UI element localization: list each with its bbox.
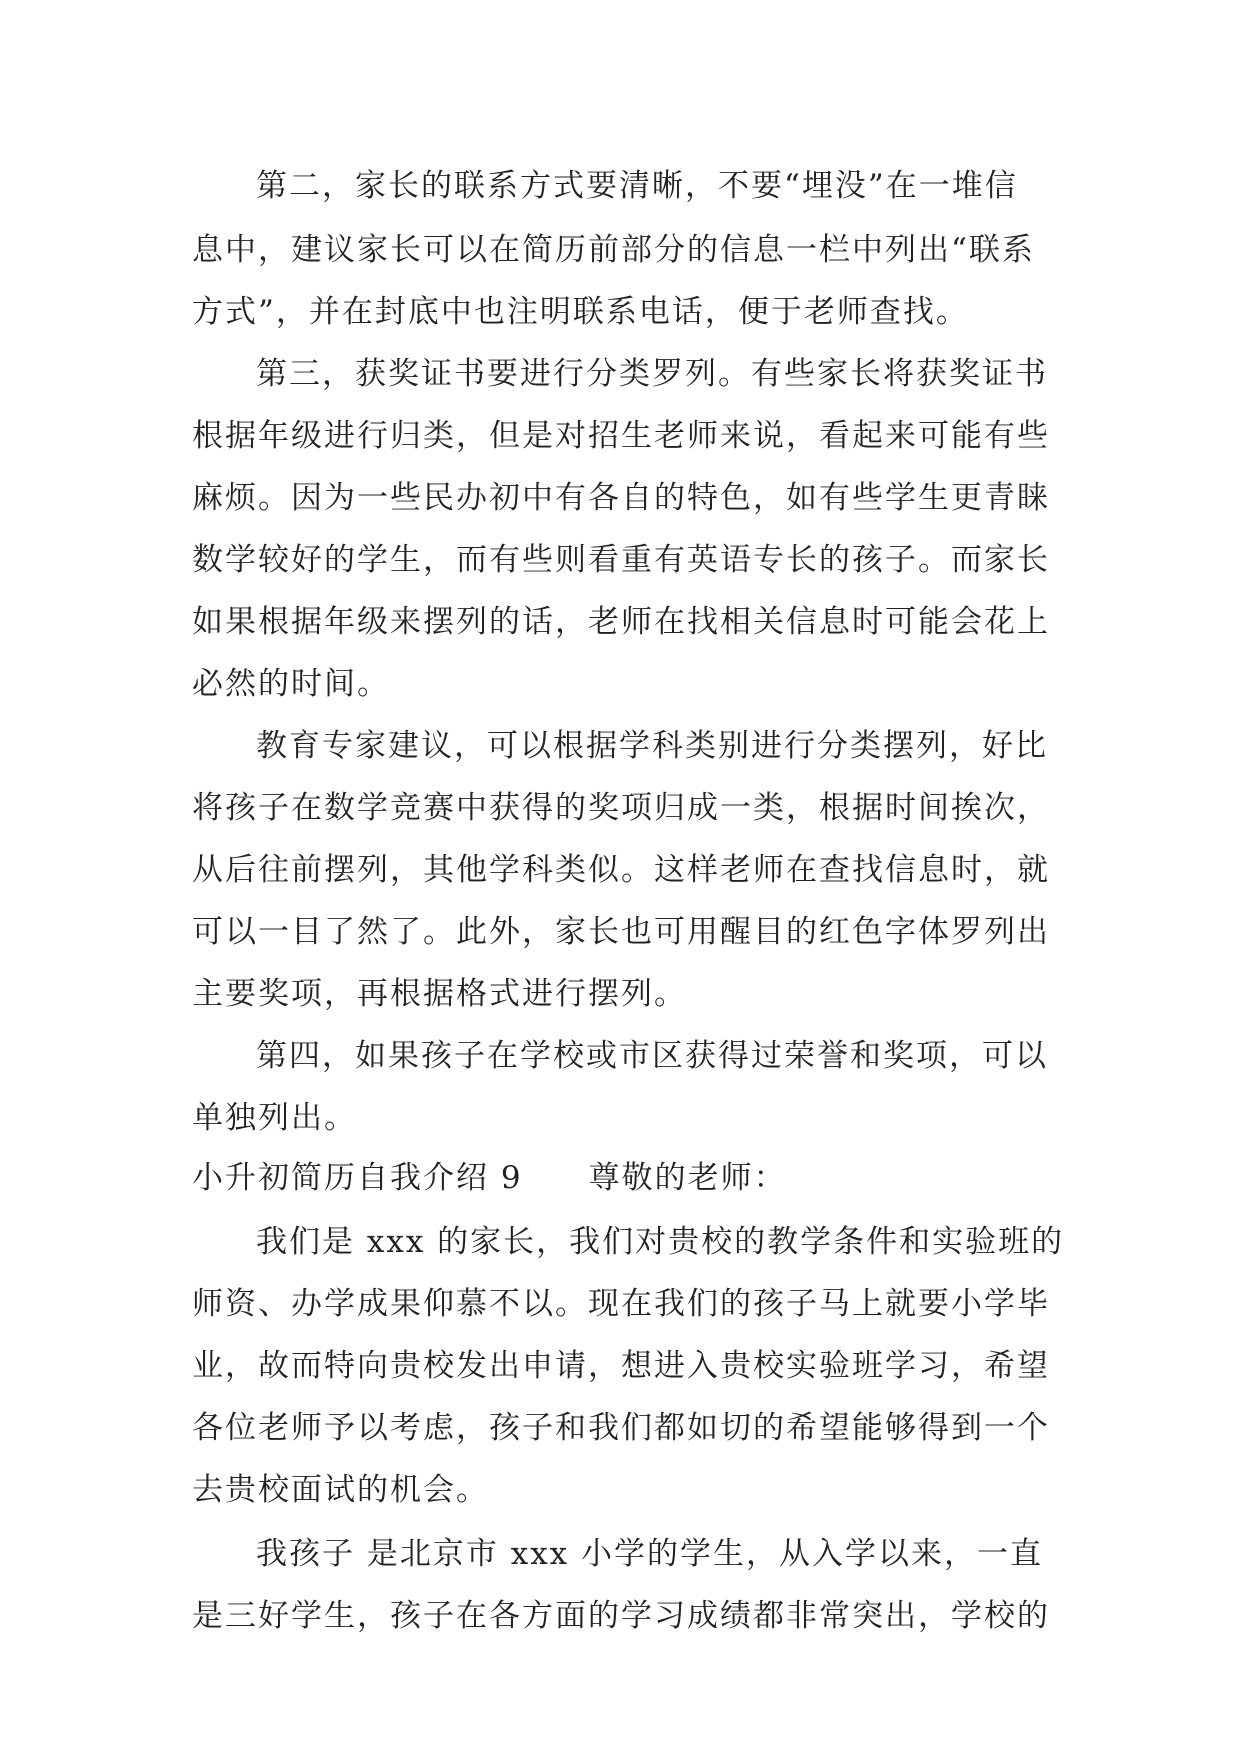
text-line: 如果根据年级来摆列的话，老师在找相关信息时可能会花上 — [192, 604, 1050, 640]
text-line: 各位老师予以考虑，孩子和我们都如切的希望能够得到一个 — [192, 1410, 1050, 1446]
section-heading: 小升初简历自我介绍 9 尊敬的老师： — [192, 1160, 787, 1196]
text-line: 方式”，并在封底中也注明联系电话，便于老师查找。 — [192, 294, 969, 330]
text-line: 单独列出。 — [192, 1100, 357, 1136]
text-line: 主要奖项，再根据格式进行摆列。 — [192, 976, 687, 1012]
text-line: 教育专家建议，可以根据学科类别进行分类摆列，好比 — [256, 728, 1048, 764]
text-line: 根据年级进行归类，但是对招生老师来说，看起来可能有些 — [192, 418, 1050, 454]
text-line: 我孩子 是北京市 xxx 小学的学生，从入学以来，一直 — [256, 1536, 1044, 1572]
text-line: 业，故而特向贵校发出申请，想进入贵校实验班学习，希望 — [192, 1348, 1050, 1384]
text-line: 第四，如果孩子在学校或市区获得过荣誉和奖项，可以 — [256, 1038, 1048, 1074]
text-line: 必然的时间。 — [192, 666, 390, 702]
text-line: 数学较好的学生，而有些则看重有英语专长的孩子。而家长 — [192, 542, 1050, 578]
text-line: 将孩子在数学竞赛中获得的奖项归成一类，根据时间挨次， — [192, 790, 1050, 826]
text-line: 我们是 xxx 的家长，我们对贵校的教学条件和实验班的 — [256, 1224, 1065, 1260]
text-line: 师资、办学成果仰慕不以。现在我们的孩子马上就要小学毕 — [192, 1286, 1050, 1322]
text-line: 息中，建议家长可以在简历前部分的信息一栏中列出“联系 — [192, 232, 1035, 268]
text-line: 麻烦。因为一些民办初中有各自的特色，如有些学生更青睐 — [192, 480, 1050, 516]
text-line: 第二，家长的联系方式要清晰，不要“埋没”在一堆信 — [256, 168, 1018, 204]
text-line: 去贵校面试的机会。 — [192, 1472, 489, 1508]
text-line: 从后往前摆列，其他学科类似。这样老师在查找信息时，就 — [192, 852, 1050, 888]
text-line: 是三好学生，孩子在各方面的学习成绩都非常突出，学校的 — [192, 1598, 1050, 1634]
text-line: 可以一目了然了。此外，家长也可用醒目的红色字体罗列出 — [192, 914, 1050, 950]
text-line: 第三，获奖证书要进行分类罗列。有些家长将获奖证书 — [256, 356, 1048, 392]
